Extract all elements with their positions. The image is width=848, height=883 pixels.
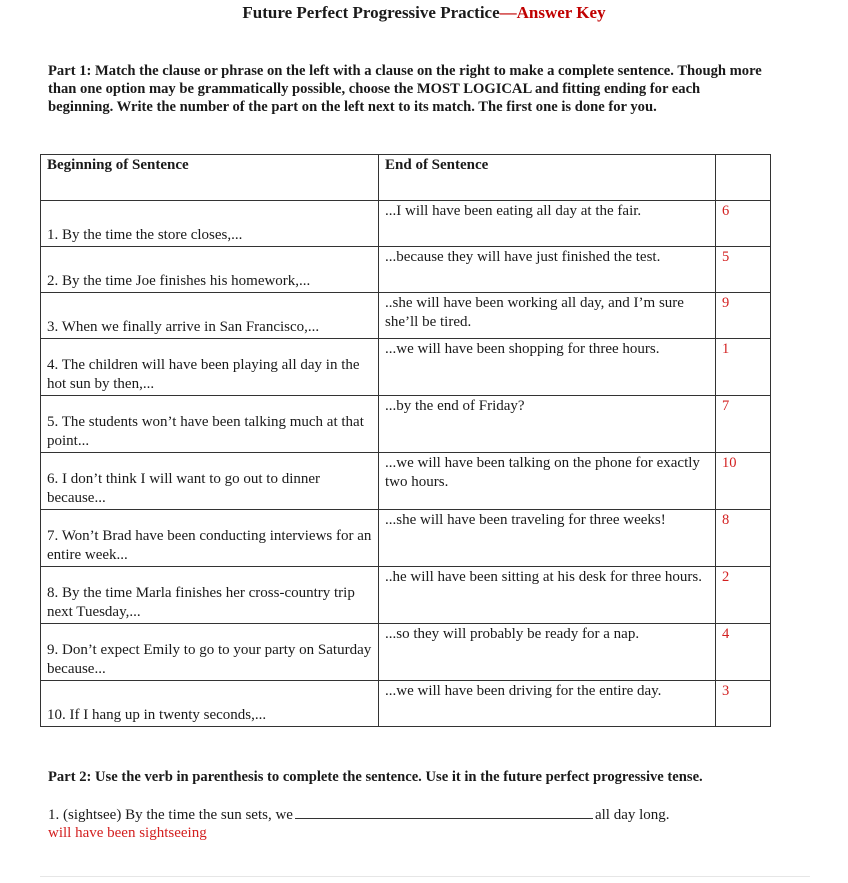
- q1-blank[interactable]: [295, 806, 593, 819]
- row-answer-number: 1: [716, 339, 771, 396]
- matching-table: [40, 154, 771, 727]
- row-answer-number: 9: [716, 293, 771, 339]
- row-beginning: 4. The children will have been playing all day in the hot sun by then,...: [41, 339, 379, 396]
- row-beginning: 9. Don’t expect Emily to go to your party on Saturday because...: [41, 624, 379, 681]
- row-beginning: 3. When we finally arrive in San Francisco,...: [41, 293, 379, 339]
- row-answer-number: 10: [716, 453, 771, 510]
- row-answer-number: 3: [716, 681, 771, 727]
- header-beginning: Beginning of Sentence: [41, 155, 379, 201]
- header-end: End of Sentence: [379, 155, 716, 201]
- table-row: [41, 681, 771, 727]
- row-beginning: 7. Won’t Brad have been conducting interviews for an entire week...: [41, 510, 379, 567]
- page-footer-rule: [40, 876, 810, 877]
- row-ending: ..he will have been sitting at his desk for three hours.: [379, 567, 716, 624]
- row-beginning: 8. By the time Marla finishes her cross-country trip next Tuesday,...: [41, 567, 379, 624]
- table-row: [41, 453, 771, 510]
- row-beginning: 6. I don’t think I will want to go out to dinner because...: [41, 453, 379, 510]
- title-answer-key: —Answer Key: [499, 3, 606, 22]
- table-row: [41, 247, 771, 293]
- row-answer-number: 2: [716, 567, 771, 624]
- row-answer-number: 6: [716, 201, 771, 247]
- part2-question-1: [48, 806, 670, 824]
- row-ending: ...by the end of Friday?: [379, 396, 716, 453]
- table-row: [41, 510, 771, 567]
- row-ending: ..she will have been working all day, and I’m sure she’ll be tired.: [379, 293, 716, 339]
- row-beginning: 2. By the time Joe finishes his homework,...: [41, 247, 379, 293]
- part2-instructions: Part 2: Use the verb in parenthesis to complete the sentence. Use it in the future perfect progressive tense.: [48, 769, 703, 785]
- table-row: [41, 567, 771, 624]
- row-answer-number: 4: [716, 624, 771, 681]
- table-header-row: [41, 155, 771, 201]
- row-ending: ...we will have been talking on the phone for exactly two hours.: [379, 453, 716, 510]
- row-beginning: 5. The students won’t have been talking much at that point...: [41, 396, 379, 453]
- table-row: [41, 396, 771, 453]
- q1-prompt: 1. (sightsee) By the time the sun sets, we: [48, 807, 293, 823]
- table-row: [41, 624, 771, 681]
- table-row: [41, 201, 771, 247]
- row-ending: ...we will have been shopping for three hours.: [379, 339, 716, 396]
- part1-instructions: Part 1: Match the clause or phrase on the left with a clause on the right to make a complete sentence. Though more than one option may be grammatically possible, choose the MOST LOGICAL and fitting ending for each beginning. Write the number of the part on the left next to its match. The first one is done for you.: [48, 63, 762, 115]
- table-row: [41, 339, 771, 396]
- q1-ending: all day long.: [594, 807, 670, 823]
- row-answer-number: 5: [716, 247, 771, 293]
- row-ending: ...so they will probably be ready for a nap.: [379, 624, 716, 681]
- row-ending: ...we will have been driving for the entire day.: [379, 681, 716, 727]
- page-title: [0, 3, 848, 23]
- table-row: [41, 293, 771, 339]
- row-ending: ...she will have been traveling for three weeks!: [379, 510, 716, 567]
- row-answer-number: 8: [716, 510, 771, 567]
- header-answer: [716, 155, 771, 201]
- row-beginning: 1. By the time the store closes,...: [41, 201, 379, 247]
- row-beginning: 10. If I hang up in twenty seconds,...: [41, 681, 379, 727]
- title-main: Future Perfect Progressive Practice: [242, 3, 500, 22]
- row-ending: ...because they will have just finished the test.: [379, 247, 716, 293]
- row-answer-number: 7: [716, 396, 771, 453]
- row-ending: ...I will have been eating all day at the fair.: [379, 201, 716, 247]
- q1-answer: will have been sightseeing: [48, 825, 207, 841]
